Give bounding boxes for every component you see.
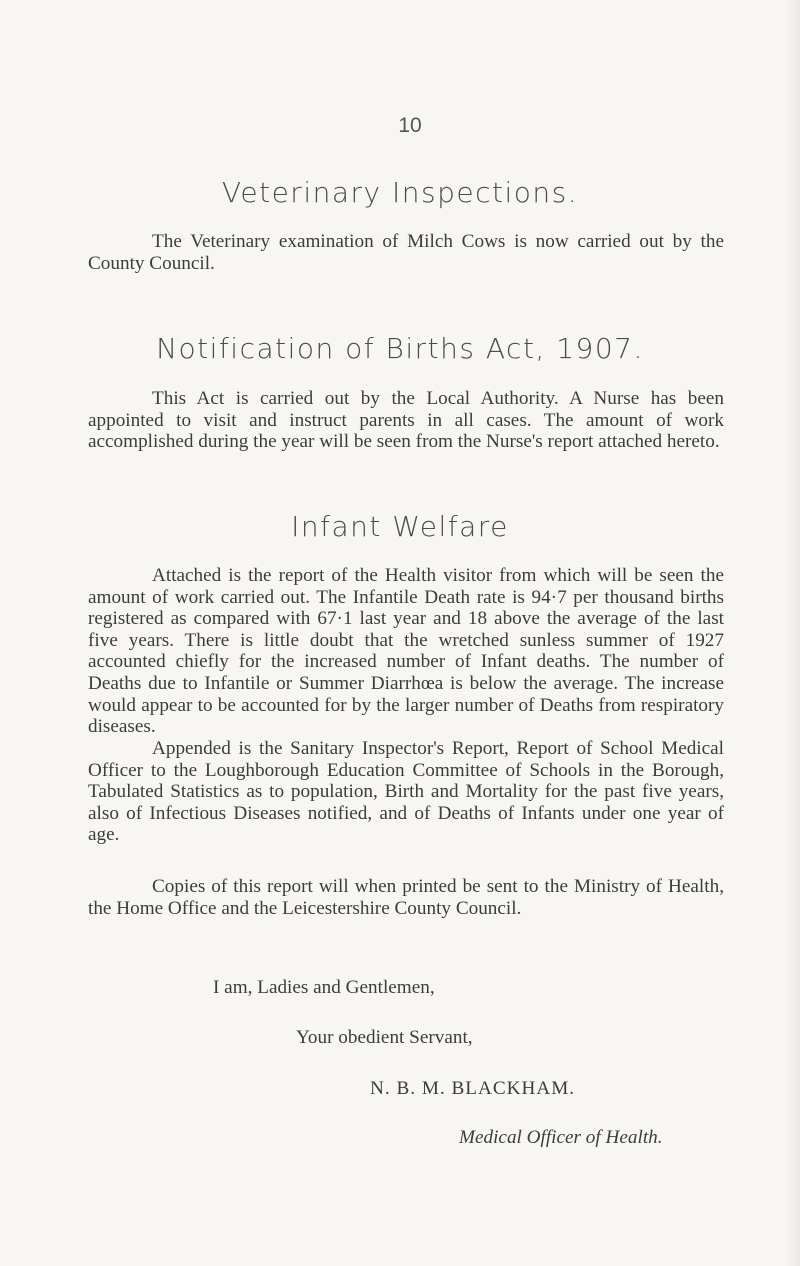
paragraph-copies: Copies of this report will when printed be sent to the Ministry of Health, the Home Office and the Leicestershire County Council. bbox=[88, 876, 724, 919]
signatory-name: N. B. M. BLACKHAM. bbox=[370, 1078, 576, 1099]
heading-notification-of-births-act: Notification of Births Act, 1907. bbox=[156, 332, 644, 365]
closing-valediction: Your obedient Servant, bbox=[296, 1027, 473, 1048]
heading-infant-welfare: Infant Welfare bbox=[291, 510, 509, 543]
paragraph-veterinary: The Veterinary examination of Milch Cows is now carried out by the County Council. bbox=[88, 231, 724, 274]
page-number: 10 bbox=[398, 114, 422, 137]
heading-veterinary-inspections: Veterinary Inspections. bbox=[221, 176, 579, 209]
paragraph-notification: This Act is carried out by the Local Authority. A Nurse has been appointed to visit and instruct parents in all cases. The amount of work accomplished during the year will be seen from the Nurse's report attached hereto. bbox=[88, 388, 724, 453]
paragraph-infant-welfare: Attached is the report of the Health visitor from which will be seen the amount of work carried out. The Infantile Death rate is 94·7 per thousand births registered as compared with 67·1 last year and 18 above the average of the last five years. There is little doubt that the wretched sunless summer of 1927 accounted chiefly for the increased number of Infant deaths. The number of Deaths due to Infantile or Summer Diarrhœa is below the average. The increase would appear to be accounted for by the larger number of Deaths from respiratory diseases. bbox=[88, 565, 724, 738]
closing-salutation: I am, Ladies and Gentlemen, bbox=[213, 977, 435, 998]
signatory-title: Medical Officer of Health. bbox=[459, 1127, 663, 1148]
paragraph-appended-reports: Appended is the Sanitary Inspector's Report, Report of School Medical Officer to the Loughborough Education Committee of Schools in the Borough, Tabulated Statistics as to population, Birth and Mortality for the past five years, also of Infectious Diseases notified, and of Deaths of Infants under one year of age. bbox=[88, 738, 724, 846]
